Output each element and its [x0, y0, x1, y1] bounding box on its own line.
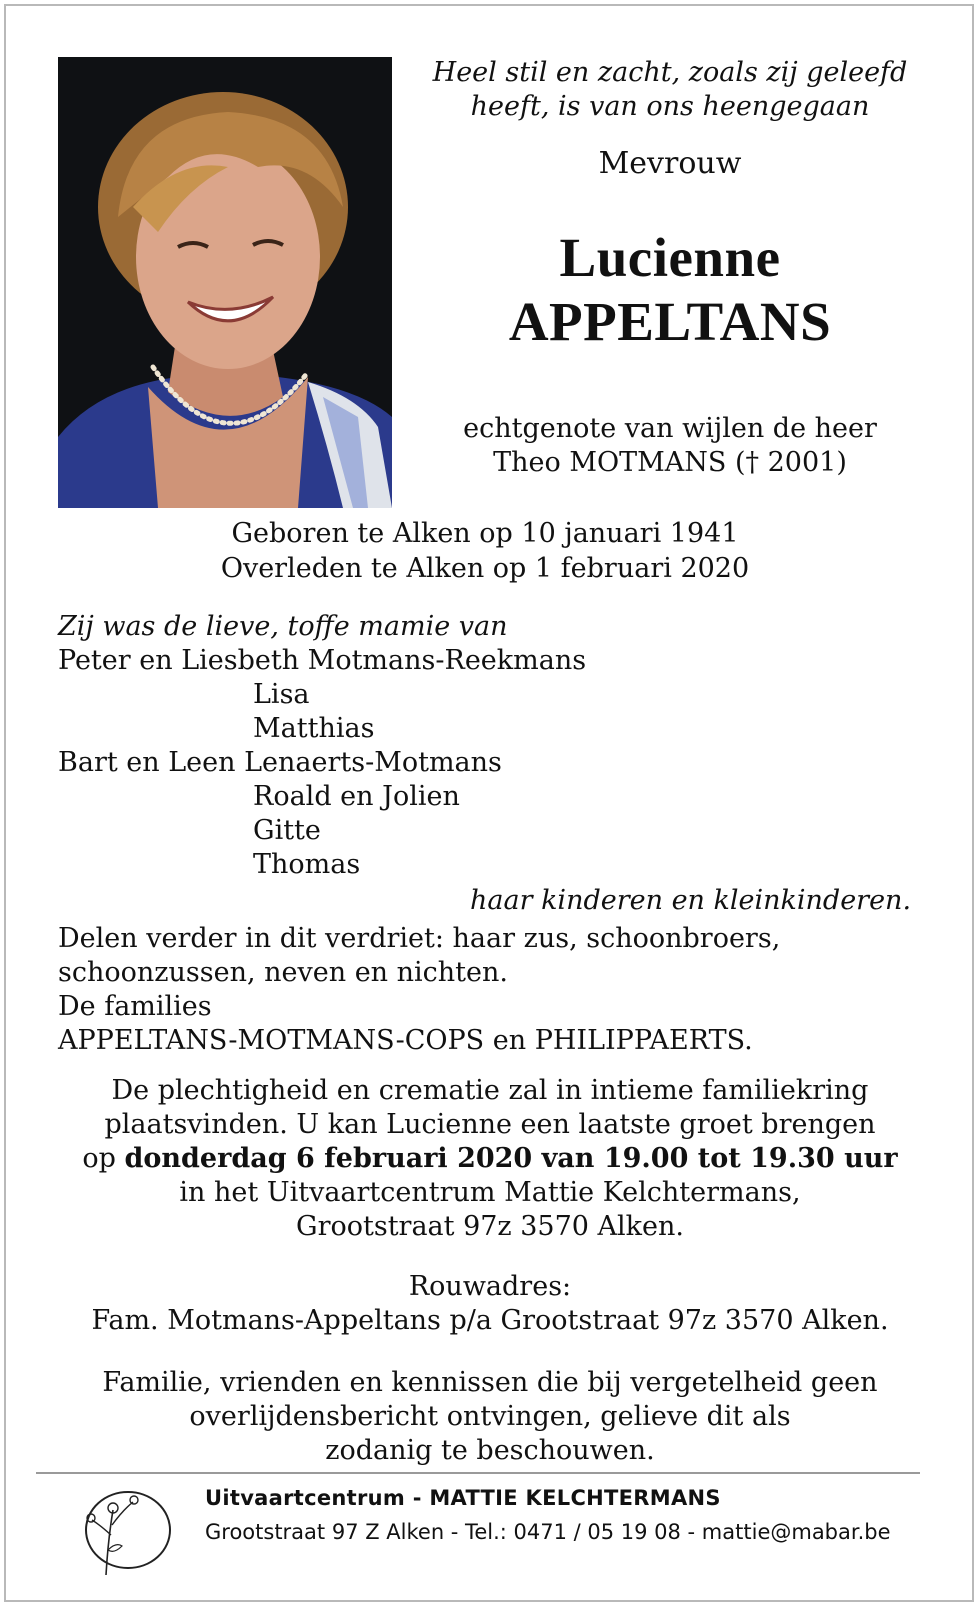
relatives-line: schoonzussen, neven en nichten. — [58, 957, 508, 988]
notice-line: Familie, vrienden en kennissen die bij vergetelheid geen — [102, 1367, 878, 1398]
footer-divider — [36, 1472, 920, 1474]
ceremony-info — [40, 1074, 940, 1244]
ceremony-line: in het Uitvaartcentrum Mattie Kelchtermans, — [179, 1177, 801, 1208]
rouwadres-address: Fam. Motmans-Appeltans p/a Grootstraat 97z 3570 Alken. — [91, 1305, 889, 1336]
footer-contact: Grootstraat 97 Z Alken - Tel.: 0471 / 05 19 08 - mattie@mabar.be — [205, 1520, 891, 1544]
intro-quote — [420, 56, 920, 124]
rouwadres — [40, 1270, 940, 1338]
family-member: Bart en Leen Lenaerts-Motmans — [58, 747, 502, 778]
ceremony-prefix: op — [82, 1143, 125, 1174]
flower-logo-icon — [78, 1480, 178, 1580]
notice-line: overlijdensbericht ontvingen, gelieve dit als — [189, 1401, 791, 1432]
ceremony-line: plaatsvinden. U kan Lucienne een laatste groet brengen — [104, 1109, 876, 1140]
notice-line: zodanig te beschouwen. — [325, 1435, 655, 1466]
first-name: Lucienne — [559, 227, 781, 288]
ceremony-line: Grootstraat 97z 3570 Alken. — [296, 1211, 684, 1242]
intro-line: heeft, is van ons heengegaan — [470, 91, 870, 122]
family-member: Gitte — [253, 815, 321, 846]
family-member: Lisa — [253, 679, 310, 710]
intro-line: Heel stil en zacht, zoals zij geleefd — [432, 57, 908, 88]
title-mevrouw: Mevrouw — [598, 146, 742, 181]
ceremony-line: De plechtigheid en crematie zal in intieme familiekring — [111, 1075, 869, 1106]
family-caption: haar kinderen en kleinkinderen. — [470, 885, 912, 916]
family-member: Peter en Liesbeth Motmans-Reekmans — [58, 645, 587, 676]
spouse-line: Theo MOTMANS († 2001) — [493, 447, 847, 478]
family-member: Thomas — [253, 849, 361, 880]
family-member: Roald en Jolien — [253, 781, 460, 812]
footer-company-name: Uitvaartcentrum - MATTIE KELCHTERMANS — [205, 1486, 721, 1510]
died-line: Overleden te Alken op 1 februari 2020 — [220, 553, 750, 584]
spouse-line: echtgenote van wijlen de heer — [463, 413, 877, 444]
relatives-line: APPELTANS-MOTMANS-COPS en PHILIPPAERTS. — [58, 1025, 753, 1056]
family-intro: Zij was de lieve, toffe mamie van — [58, 611, 508, 642]
relatives-line: De families — [58, 991, 212, 1022]
born-line: Geboren te Alken op 10 januari 1941 — [231, 518, 739, 549]
ceremony-line — [40, 1142, 940, 1176]
relatives-line: Delen verder in dit verdriet: haar zus, schoonbroers, — [58, 923, 781, 954]
deceased-name — [420, 226, 920, 354]
family-member: Matthias — [253, 713, 375, 744]
portrait-photo — [58, 57, 392, 508]
birth-death-dates — [160, 516, 810, 586]
notice — [40, 1366, 940, 1468]
ceremony-date: donderdag 6 februari 2020 van 19.00 tot 19.30 uur — [124, 1143, 898, 1174]
rouwadres-label: Rouwadres: — [408, 1271, 572, 1302]
spouse-info — [420, 412, 920, 480]
last-name: APPELTANS — [508, 291, 832, 352]
